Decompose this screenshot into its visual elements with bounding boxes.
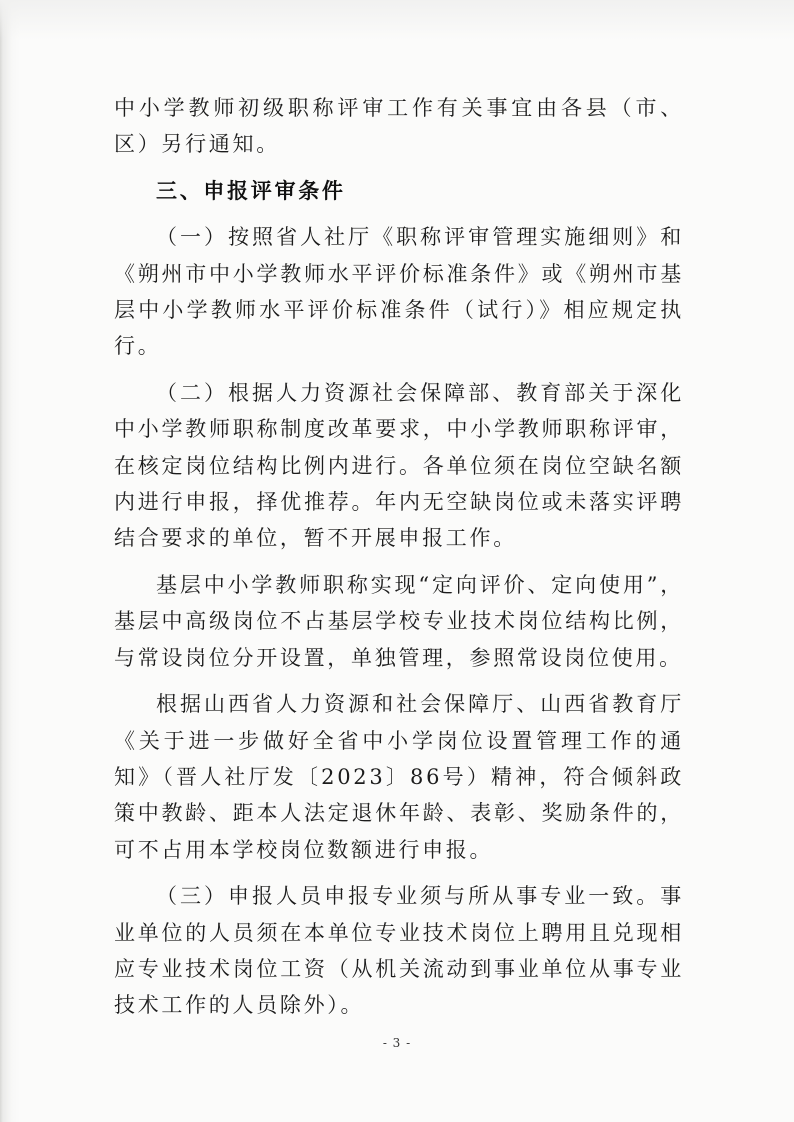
section-heading-3: 三、申报评审条件 [156,178,346,203]
paragraph-4: 根据山西省人力资源和社会保障厅、山西省教育厅《关于进一步做好全省中小学岗位设置管理工作的通知》（晋人社厅发〔2023〕86号）精神，符合倾斜政策中教龄、距本人法定退休年龄、表彰、奖励条件的，可不占用本学校岗位数额进行申报。 [114,692,684,862]
scan-left-edge [0,0,20,1122]
paragraph-1: （一）按照省人社厅《职称评审管理实施细则》和《朔州市中小学教师水平评价标准条件》或《朔州市基层中小学教师水平评价标准条件（试行）》相应规定执行。 [114,225,684,359]
scan-top-edge [0,0,794,40]
paragraph-continued: 中小学教师初级职称评审工作有关事宜由各县（市、区）另行通知。 [114,96,684,157]
paragraph-3: 基层中小学教师职称实现“定向评价、定向使用”，基层中高级岗位不占基层学校专业技术岗位结构比例，与常设岗位分开设置，单独管理，参照常设岗位使用。 [114,572,684,670]
paragraph-2: （二）根据人力资源社会保障部、教育部关于深化中小学教师职称制度改革要求，中小学教师职称评审，在核定岗位结构比例内进行。各单位须在岗位空缺名额内进行申报，择优推荐。年内无空缺岗位或未落实评聘结合要求的单位，暂不开展申报工作。 [114,380,684,551]
paragraph-5: （三）申报人员申报专业须与所从事专业一致。事业单位的人员须在本单位专业技术岗位上聘用且兑现相应专业技术岗位工资（从机关流动到事业单位从事专业技术工作的人员除外）。 [114,884,684,1018]
page-number: - 3 - [382,1036,412,1050]
document-body [114,90,684,1034]
